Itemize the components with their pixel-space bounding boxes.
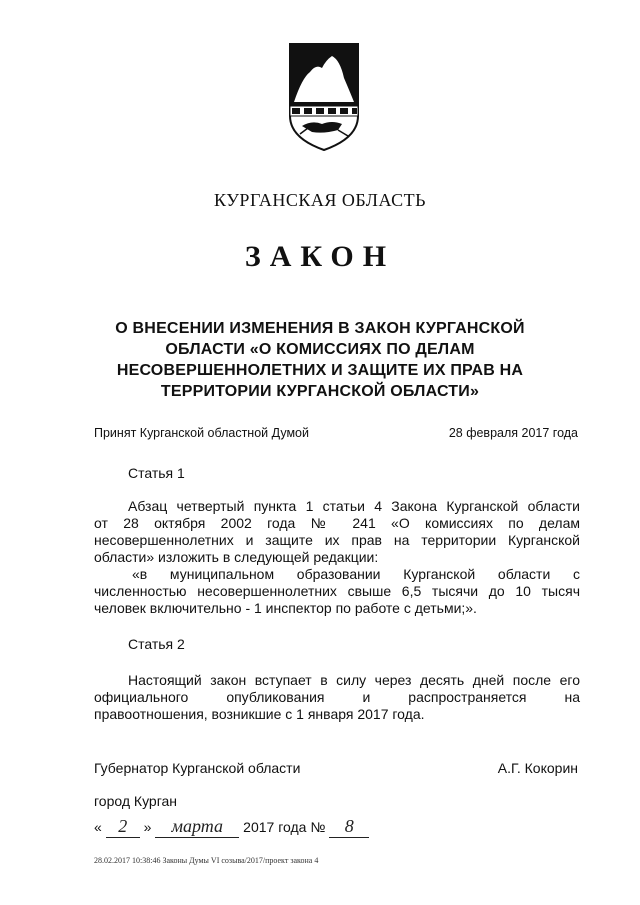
paragraph-line: Абзац четвертый пункта 1 статьи 4 Закона Курганской области (128, 498, 580, 514)
article-2-heading: Статья 2 (128, 636, 185, 652)
document-type-heading: ЗАКОН (244, 240, 396, 273)
paragraph-line: правоотношения, возникшие с 1 января 2017 года. (94, 706, 425, 722)
article-2-text (94, 672, 580, 723)
signing-date (94, 816, 369, 838)
adopted-by: Принят Курганской областной Думой (94, 426, 309, 440)
date-month: марта (155, 816, 239, 838)
paragraph-line: от 28 октября 2002 года № 241 «О комиссиях по делам (94, 515, 580, 531)
article-1-text (94, 498, 580, 617)
date-close-quote: » (143, 819, 152, 835)
paragraph-line: области» изложить в следующей редакции: (94, 549, 379, 565)
article-1-heading: Статья 1 (128, 465, 185, 481)
file-stamp: 28.02.2017 10:38:46 Законы Думы VI созыва/2017/проект закона 4 (94, 856, 319, 865)
law-number: 8 (329, 816, 369, 838)
law-title (0, 318, 640, 402)
paragraph-line: человек включительно - 1 инспектор по работе с детьми;». (94, 600, 477, 616)
law-title-line: НЕСОВЕРШЕННОЛЕТНИХ И ЗАЩИТЕ ИХ ПРАВ НА (116, 362, 524, 379)
paragraph-line: несовершеннолетних и защите их прав на территории Курганской (94, 532, 580, 548)
paragraph-line: численностью несовершеннолетних свыше 6,5 тысячи до 10 тысяч (94, 583, 580, 599)
signatory-name: А.Г. Кокорин (497, 760, 578, 776)
date-day: 2 (106, 816, 140, 838)
paragraph-line: «в муниципальном образовании Курганской области с (132, 566, 580, 582)
date-open-quote: « (94, 819, 102, 835)
law-title-line: О ВНЕСЕНИИ ИЗМЕНЕНИЯ В ЗАКОН КУРГАНСКОЙ (115, 320, 525, 337)
law-title-line: ТЕРРИТОРИИ КУРГАНСКОЙ ОБЛАСТИ» (160, 383, 480, 400)
adopted-date: 28 февраля 2017 года (448, 426, 578, 440)
paragraph-line: официального опубликования и распространяется на (94, 689, 580, 705)
city: город Курган (94, 793, 178, 809)
region-heading: КУРГАНСКАЯ ОБЛАСТЬ (214, 190, 426, 210)
law-title-line: ОБЛАСТИ «О КОМИССИЯХ ПО ДЕЛАМ (165, 341, 475, 358)
coat-of-arms-icon (278, 38, 368, 158)
paragraph-line: Настоящий закон вступает в силу через десять дней после его (128, 672, 580, 688)
signatory-position: Губернатор Курганской области (94, 760, 301, 776)
date-year: 2017 года № (243, 819, 326, 835)
